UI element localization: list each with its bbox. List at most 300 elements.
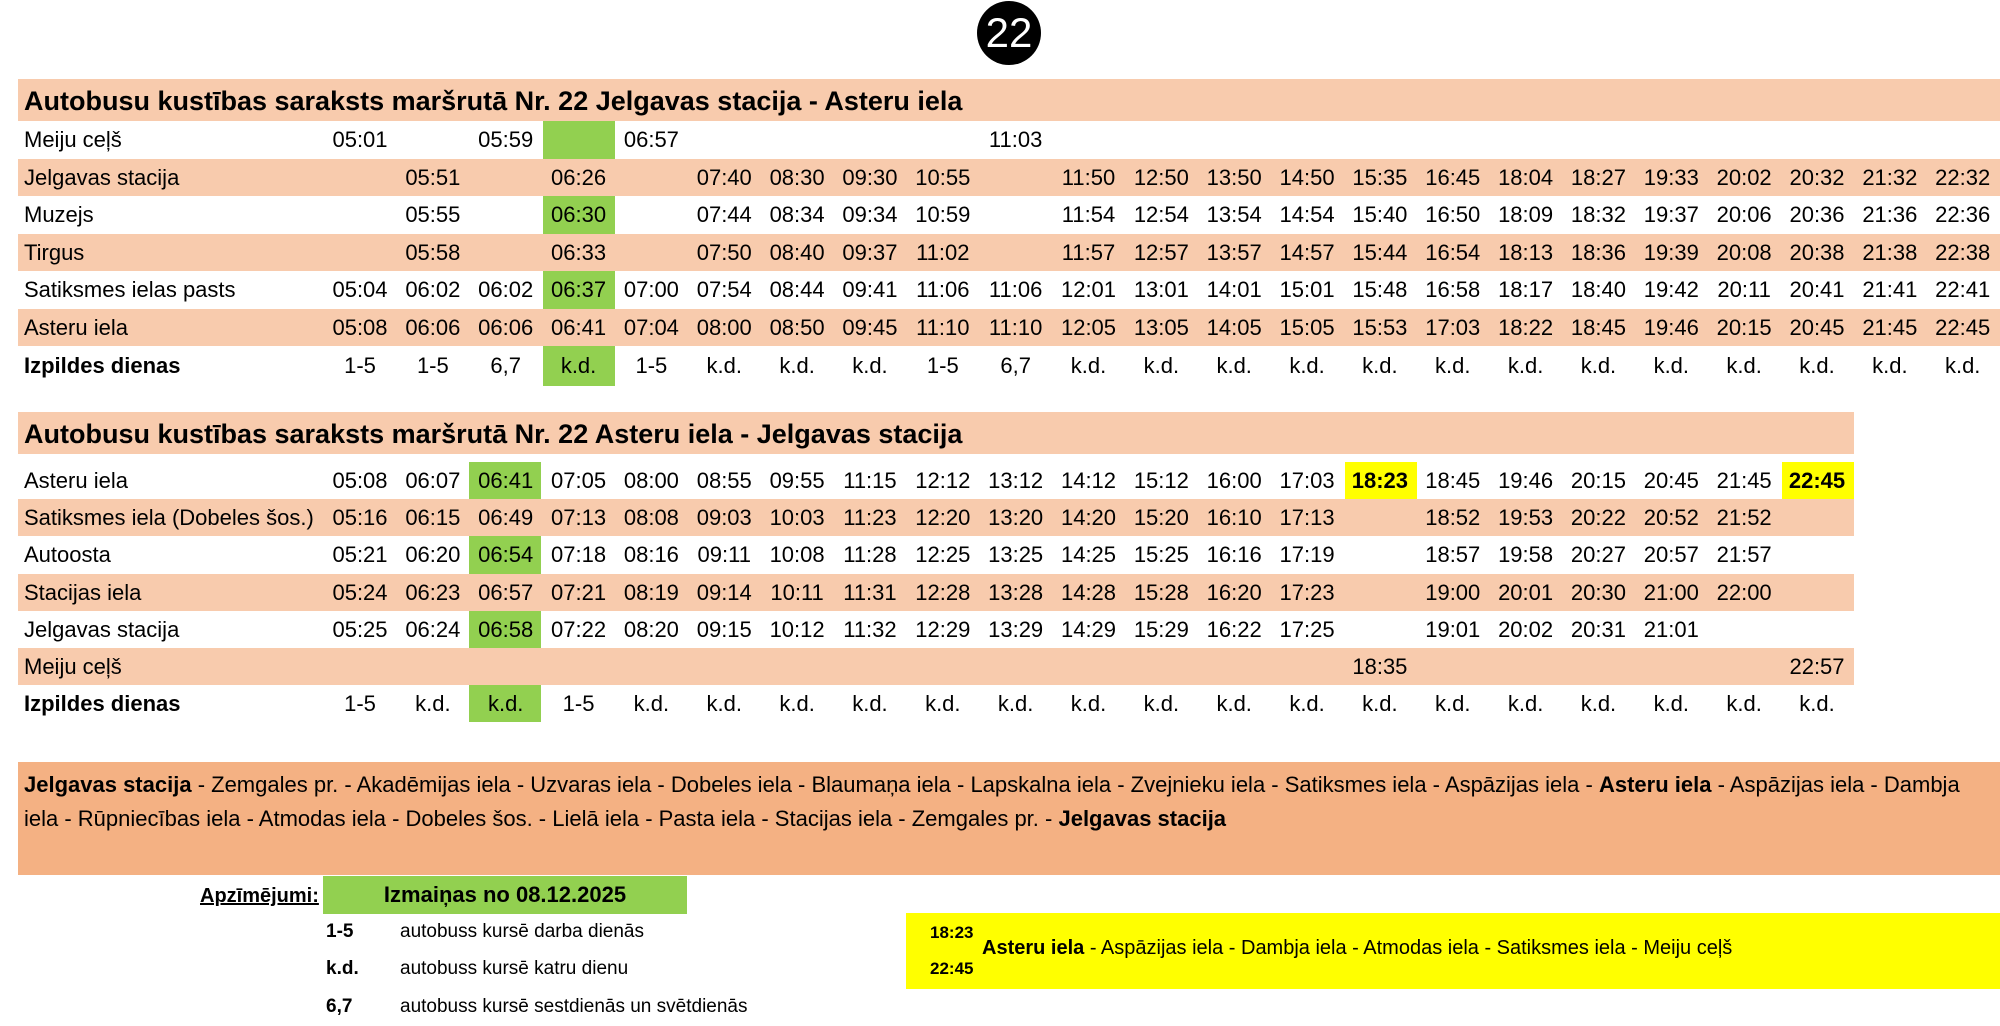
time-cell: 06:41 xyxy=(478,468,534,493)
time-cell: 16:45 xyxy=(1425,164,1481,190)
time-cell: 11:31 xyxy=(843,579,897,605)
time-cell: 20:36 xyxy=(1789,202,1845,228)
time-cell: 06:33 xyxy=(551,239,607,265)
time-cell: 6,7 xyxy=(1000,352,1031,378)
time-cell: 14:05 xyxy=(1206,315,1262,340)
time-cell: 21:45 xyxy=(1862,315,1918,340)
table-row xyxy=(18,499,1854,536)
time-cell: 21:57 xyxy=(1716,542,1772,568)
time-cell: 08:20 xyxy=(623,616,679,642)
time-cell: 18:40 xyxy=(1570,277,1626,303)
time-cell: 07:44 xyxy=(696,202,752,228)
time-cell: 08:08 xyxy=(623,505,679,531)
time-cell: 06:37 xyxy=(551,277,607,303)
time-cell: 05:08 xyxy=(332,468,388,493)
time-cell: 1-5 xyxy=(416,352,449,378)
time-cell: k.d. xyxy=(1289,352,1325,378)
time-cell: 05:01 xyxy=(332,127,388,152)
time-cell: 14:54 xyxy=(1279,202,1335,228)
time-cell: 16:22 xyxy=(1206,616,1262,642)
time-cell: 13:12 xyxy=(988,468,1044,493)
time-cell: k.d. xyxy=(925,691,961,717)
time-cell: 20:57 xyxy=(1643,542,1699,568)
time-cell: k.d. xyxy=(779,352,815,378)
time-cell: 11:57 xyxy=(1061,239,1116,265)
time-cell: 14:28 xyxy=(1060,579,1117,605)
time-cell: k.d. xyxy=(1507,691,1544,717)
time-cell: 18:45 xyxy=(1570,315,1626,340)
time-cell: 21:38 xyxy=(1862,239,1918,265)
time-cell: k.d. xyxy=(1362,691,1398,717)
stop-label: Autoosta xyxy=(24,542,111,568)
time-cell: 20:30 xyxy=(1570,579,1626,605)
time-cell: 05:04 xyxy=(332,277,388,303)
time-cell: 12:50 xyxy=(1133,164,1189,190)
time-cell: 11:32 xyxy=(843,616,897,642)
time-cell: 17:25 xyxy=(1279,616,1335,642)
time-cell: 08:16 xyxy=(623,542,679,568)
time-cell: 09:14 xyxy=(696,579,752,605)
time-cell: 18:17 xyxy=(1498,277,1554,303)
table-row xyxy=(18,462,1854,499)
time-cell: 14:12 xyxy=(1060,468,1117,493)
time-cell: 19:58 xyxy=(1498,542,1554,568)
time-cell: k.d. xyxy=(1726,691,1762,717)
time-cell: k.d. xyxy=(633,691,670,717)
time-cell: 20:08 xyxy=(1716,239,1772,265)
time-cell: 21:32 xyxy=(1862,164,1918,190)
time-cell: 20:11 xyxy=(1717,277,1771,303)
time-cell: 1-5 xyxy=(344,691,376,717)
time-cell: 06:06 xyxy=(405,315,461,340)
time-cell: 15:53 xyxy=(1352,315,1408,340)
time-cell: 18:13 xyxy=(1498,239,1554,265)
time-cell: 06:58 xyxy=(478,616,534,642)
time-cell: 13:50 xyxy=(1206,164,1262,190)
stop-label: Izpildes dienas xyxy=(24,691,181,717)
time-cell: k.d. xyxy=(560,352,597,378)
time-cell: 11:06 xyxy=(988,277,1043,303)
time-cell: 15:20 xyxy=(1133,505,1189,531)
time-cell: 07:40 xyxy=(696,164,752,190)
time-cell: 09:45 xyxy=(842,315,898,340)
time-cell: 10:12 xyxy=(769,616,825,642)
time-cell: 11:03 xyxy=(988,127,1043,152)
time-cell: k.d. xyxy=(1070,352,1107,378)
legend-text: autobuss kursē darba dienās xyxy=(400,921,644,942)
table2-title: Autobusu kustības saraksts maršrutā Nr. 22 Asteru iela - Jelgavas stacija xyxy=(18,412,1854,454)
time-cell: 09:37 xyxy=(842,239,898,265)
time-cell: 19:46 xyxy=(1498,468,1554,493)
time-cell: 15:28 xyxy=(1133,579,1189,605)
time-cell: 10:11 xyxy=(770,579,824,605)
time-cell: k.d. xyxy=(1653,352,1690,378)
time-cell: 13:25 xyxy=(988,542,1044,568)
stop-label: Izpildes dienas xyxy=(24,352,181,378)
time-cell: 20:45 xyxy=(1789,315,1845,340)
table-row xyxy=(18,574,1854,611)
time-cell: 08:40 xyxy=(769,239,825,265)
time-cell: 18:45 xyxy=(1425,468,1481,493)
route-part: Asteru iela xyxy=(1598,772,1712,797)
time-cell: 14:25 xyxy=(1060,542,1117,568)
time-cell: 06:57 xyxy=(478,579,534,605)
time-cell: 15:05 xyxy=(1279,315,1335,340)
time-cell: 06:30 xyxy=(551,202,607,228)
time-cell: 06:15 xyxy=(405,505,461,531)
time-cell: k.d. xyxy=(1143,352,1180,378)
route-part: - Zemgales pr. - Akadēmijas iela - Uzvaras iela - Dobeles iela - Blaumaņa iela - Lapskalna iela - Zvejnieku iela - Satiksmes iela - Aspāzijas iela - xyxy=(191,772,1599,797)
time-cell: 06:41 xyxy=(551,315,607,340)
time-cell: k.d. xyxy=(1944,352,1981,378)
time-cell: 1-5 xyxy=(344,352,376,378)
time-cell: 09:41 xyxy=(842,277,898,303)
time-cell: 18:09 xyxy=(1498,202,1554,228)
time-cell: k.d. xyxy=(1143,691,1180,717)
route-description xyxy=(18,762,2000,875)
time-cell: 07:50 xyxy=(696,239,752,265)
time-cell: 15:44 xyxy=(1352,239,1408,265)
time-cell: 10:08 xyxy=(769,542,825,568)
time-cell: k.d. xyxy=(1653,691,1690,717)
time-cell: 20:02 xyxy=(1716,164,1772,190)
time-cell: 07:21 xyxy=(551,579,607,605)
special-route-box xyxy=(906,913,2000,989)
time-cell: k.d. xyxy=(852,352,888,378)
time-cell: 13:01 xyxy=(1133,277,1189,303)
table-row xyxy=(18,309,2000,346)
time-cell: k.d. xyxy=(1216,352,1252,378)
time-cell: 07:18 xyxy=(551,542,607,568)
time-cell: 11:06 xyxy=(916,277,970,303)
route-number-badge: 22 xyxy=(977,1,1041,65)
time-cell: 20:32 xyxy=(1789,164,1845,190)
time-cell: 08:44 xyxy=(769,277,825,303)
time-cell: 12:12 xyxy=(915,468,971,493)
time-cell: 09:11 xyxy=(697,542,751,568)
table-row xyxy=(18,536,1854,573)
time-cell: 06:26 xyxy=(551,164,607,190)
time-cell: 22:45 xyxy=(1935,315,1991,340)
time-cell: 06:02 xyxy=(405,277,461,303)
time-cell: k.d. xyxy=(1216,691,1252,717)
time-cell: 09:30 xyxy=(842,164,898,190)
time-cell: 10:03 xyxy=(769,505,825,531)
table-row xyxy=(18,196,2000,233)
time-cell: 20:01 xyxy=(1498,579,1554,605)
time-cell: k.d. xyxy=(415,691,451,717)
table1-title: Autobusu kustības saraksts maršrutā Nr. 22 Jelgavas stacija - Asteru iela xyxy=(18,79,2000,121)
time-cell: 08:55 xyxy=(696,468,752,493)
time-cell: 19:37 xyxy=(1643,202,1699,228)
time-cell: 05:24 xyxy=(332,579,388,605)
time-cell: 16:58 xyxy=(1425,277,1481,303)
time-cell: 11:54 xyxy=(1061,202,1116,228)
time-cell: 05:58 xyxy=(405,239,461,265)
legend-code: k.d. xyxy=(326,958,359,979)
time-cell: k.d. xyxy=(1070,691,1107,717)
time-cell: 14:29 xyxy=(1060,616,1117,642)
time-cell: 20:15 xyxy=(1570,468,1626,493)
time-cell: 06:07 xyxy=(405,468,461,493)
time-cell: 13:05 xyxy=(1133,315,1189,340)
special-time-2: 22:45 xyxy=(930,959,974,978)
time-cell: k.d. xyxy=(1362,352,1398,378)
time-cell: 20:45 xyxy=(1643,468,1699,493)
time-cell: 18:22 xyxy=(1498,315,1554,340)
time-cell: 11:23 xyxy=(843,505,897,531)
route-part: Jelgavas stacija xyxy=(1058,806,1227,831)
time-cell: 13:29 xyxy=(988,616,1044,642)
time-cell: 19:46 xyxy=(1643,315,1699,340)
stop-label: Jelgavas stacija xyxy=(24,164,180,190)
time-cell: k.d. xyxy=(1289,691,1325,717)
time-cell: k.d. xyxy=(1580,691,1617,717)
time-cell: 16:16 xyxy=(1206,542,1262,568)
time-cell: 21:41 xyxy=(1862,277,1918,303)
time-cell: k.d. xyxy=(779,691,815,717)
time-cell: 20:02 xyxy=(1498,616,1554,642)
time-cell: k.d. xyxy=(706,691,742,717)
time-cell: 22:57 xyxy=(1789,654,1845,679)
time-cell: 20:15 xyxy=(1716,315,1772,340)
special-route-rest: - Aspāzijas iela - Dambja iela - Atmodas iela - Satiksmes iela - Meiju ceļš xyxy=(1084,937,1733,959)
time-cell: 06:54 xyxy=(478,542,534,568)
time-cell: 14:20 xyxy=(1060,505,1117,531)
time-cell: 19:01 xyxy=(1425,616,1481,642)
time-cell: 10:59 xyxy=(915,202,971,228)
time-cell: k.d. xyxy=(997,691,1034,717)
stop-label: Satiksmes iela (Dobeles šos.) xyxy=(24,505,314,531)
time-cell: 07:04 xyxy=(623,315,679,340)
stop-label: Tirgus xyxy=(24,239,85,265)
time-cell: 13:28 xyxy=(988,579,1044,605)
time-cell: 08:30 xyxy=(769,164,825,190)
route-part: - Aspāzijas iela - Dambja iela - Rūpniecības iela - Atmodas iela - Dobeles šos. - Lielā iela - Pasta iela - Stacijas iela - Zemgales pr. - xyxy=(24,772,1960,831)
time-cell: 20:27 xyxy=(1570,542,1626,568)
time-cell: 1-5 xyxy=(635,352,668,378)
time-cell: k.d. xyxy=(706,352,742,378)
time-cell: 12:28 xyxy=(915,579,971,605)
stop-label: Muzejs xyxy=(24,202,94,228)
table-row xyxy=(18,648,1854,685)
time-cell: k.d. xyxy=(1726,352,1762,378)
special-route-text xyxy=(982,937,1732,960)
time-cell: 22:41 xyxy=(1935,277,1991,303)
time-cell: 05:51 xyxy=(405,164,461,190)
time-cell: 12:29 xyxy=(915,616,971,642)
time-cell: 21:52 xyxy=(1716,505,1772,531)
time-cell: 06:06 xyxy=(478,315,534,340)
time-cell: 15:29 xyxy=(1133,616,1189,642)
legend-title: Apzīmējumi: xyxy=(200,885,319,907)
time-cell: 07:00 xyxy=(623,277,679,303)
time-cell: 05:21 xyxy=(332,542,388,568)
time-cell: 05:08 xyxy=(332,315,388,340)
stop-label: Meiju ceļš xyxy=(24,127,122,152)
time-cell: 21:45 xyxy=(1716,468,1772,493)
time-cell: 08:50 xyxy=(769,315,825,340)
time-cell: 18:32 xyxy=(1570,202,1626,228)
time-cell: 17:13 xyxy=(1279,505,1335,531)
time-cell: 12:54 xyxy=(1133,202,1189,228)
time-cell: 15:48 xyxy=(1352,277,1408,303)
time-cell: 05:59 xyxy=(478,127,534,152)
time-cell: 09:55 xyxy=(769,468,825,493)
time-cell: 12:01 xyxy=(1060,277,1117,303)
time-cell: 17:03 xyxy=(1425,315,1481,340)
time-cell: 1-5 xyxy=(562,691,595,717)
time-cell: 17:03 xyxy=(1279,468,1335,493)
legend-code: 1-5 xyxy=(326,921,354,942)
time-cell: 07:54 xyxy=(696,277,752,303)
time-cell: 12:25 xyxy=(915,542,971,568)
time-cell: 13:54 xyxy=(1206,202,1262,228)
time-cell: 15:12 xyxy=(1133,468,1189,493)
time-cell: 19:33 xyxy=(1643,164,1699,190)
table-row xyxy=(18,611,1854,648)
time-cell: 22:45 xyxy=(1788,468,1846,493)
time-cell: 22:38 xyxy=(1935,239,1991,265)
time-cell: 12:05 xyxy=(1060,315,1117,340)
time-cell: 18:27 xyxy=(1570,164,1626,190)
time-cell: 06:20 xyxy=(405,542,461,568)
time-cell: 11:10 xyxy=(988,315,1043,340)
time-cell: 09:34 xyxy=(842,202,898,228)
time-cell: 20:52 xyxy=(1643,505,1699,531)
special-start-stop: Asteru iela xyxy=(982,937,1085,959)
time-cell: 08:34 xyxy=(769,202,825,228)
time-cell: 16:00 xyxy=(1206,468,1262,493)
time-cell: 19:42 xyxy=(1643,277,1699,303)
time-cell: 16:50 xyxy=(1425,202,1481,228)
time-cell: 06:24 xyxy=(405,616,461,642)
time-cell: k.d. xyxy=(1507,352,1544,378)
time-cell: 10:55 xyxy=(915,164,971,190)
stop-label: Jelgavas stacija xyxy=(24,616,180,642)
time-cell: 20:06 xyxy=(1716,202,1772,228)
time-cell: 07:05 xyxy=(551,468,607,493)
time-cell: 05:55 xyxy=(405,202,461,228)
time-cell: k.d. xyxy=(1435,352,1471,378)
time-cell: 18:04 xyxy=(1498,164,1554,190)
time-cell: 19:00 xyxy=(1425,579,1481,605)
time-cell: 20:22 xyxy=(1570,505,1626,531)
stop-label: Asteru iela xyxy=(24,468,128,493)
time-cell: 20:38 xyxy=(1789,239,1845,265)
time-cell: 12:57 xyxy=(1133,239,1189,265)
time-cell: 1-5 xyxy=(926,352,959,378)
special-time-1: 18:23 xyxy=(930,923,974,942)
time-cell: 15:01 xyxy=(1279,277,1335,303)
table-row xyxy=(18,159,2000,196)
time-cell: 05:16 xyxy=(332,505,388,531)
time-cell: 22:00 xyxy=(1716,579,1772,605)
time-cell: k.d. xyxy=(1580,352,1617,378)
time-cell: 13:57 xyxy=(1206,239,1262,265)
time-cell: 18:23 xyxy=(1351,468,1409,493)
stop-label: Satiksmes ielas pasts xyxy=(24,277,236,303)
time-cell: 22:36 xyxy=(1935,202,1991,228)
time-cell: 14:50 xyxy=(1279,164,1335,190)
stop-label: Meiju ceļš xyxy=(24,654,122,679)
time-cell: 14:01 xyxy=(1206,277,1262,303)
time-cell: 06:23 xyxy=(405,579,461,605)
time-cell: 16:54 xyxy=(1425,239,1481,265)
time-cell: 20:31 xyxy=(1570,616,1626,642)
time-cell: 11:02 xyxy=(916,239,970,265)
time-cell: 14:57 xyxy=(1279,239,1335,265)
time-cell: 21:00 xyxy=(1643,579,1699,605)
time-cell: 11:28 xyxy=(843,542,897,568)
time-cell: k.d. xyxy=(487,691,524,717)
time-cell: 08:00 xyxy=(696,315,752,340)
time-cell: 19:53 xyxy=(1498,505,1554,531)
time-cell: 17:19 xyxy=(1279,542,1335,568)
time-cell: 21:01 xyxy=(1643,616,1699,642)
time-cell: 06:02 xyxy=(478,277,534,303)
table-row xyxy=(18,347,2000,384)
time-cell: 16:20 xyxy=(1206,579,1262,605)
time-cell: 15:35 xyxy=(1352,164,1408,190)
time-cell: 05:25 xyxy=(332,616,388,642)
time-cell: 07:22 xyxy=(551,616,607,642)
time-cell: k.d. xyxy=(852,691,888,717)
time-cell: 16:10 xyxy=(1206,505,1262,531)
time-cell: 11:10 xyxy=(916,315,970,340)
time-cell: 18:36 xyxy=(1570,239,1626,265)
time-cell: 18:57 xyxy=(1425,542,1481,568)
time-cell: 11:50 xyxy=(1061,164,1116,190)
time-cell: 18:52 xyxy=(1425,505,1481,531)
legend-text: autobuss kursē sestdienās un svētdienās xyxy=(400,996,748,1017)
change-note: Izmaiņas no 08.12.2025 xyxy=(323,876,687,914)
time-cell: 21:36 xyxy=(1862,202,1918,228)
time-cell: 07:13 xyxy=(551,505,607,531)
table-row xyxy=(18,234,2000,271)
stop-label: Stacijas iela xyxy=(24,579,142,605)
time-cell: 22:32 xyxy=(1935,164,1991,190)
table-row xyxy=(18,685,1854,722)
time-cell: 6,7 xyxy=(490,352,521,378)
time-cell: 09:15 xyxy=(696,616,752,642)
time-cell: 08:19 xyxy=(623,579,679,605)
route-part: Jelgavas stacija xyxy=(24,772,192,797)
time-cell: 06:49 xyxy=(478,505,534,531)
time-cell: 12:20 xyxy=(915,505,971,531)
time-cell: 17:23 xyxy=(1279,579,1335,605)
time-cell: 08:00 xyxy=(623,468,679,493)
table-row xyxy=(18,271,2000,308)
time-cell: 13:20 xyxy=(988,505,1044,531)
time-cell: k.d. xyxy=(1799,352,1835,378)
time-cell: 18:35 xyxy=(1352,654,1408,679)
time-cell: 15:25 xyxy=(1133,542,1189,568)
legend-text: autobuss kursē katru dienu xyxy=(400,958,629,979)
time-cell: k.d. xyxy=(1872,352,1908,378)
time-cell: 11:15 xyxy=(843,468,897,493)
time-cell: 19:39 xyxy=(1643,239,1699,265)
time-cell: k.d. xyxy=(1435,691,1471,717)
time-cell: 20:41 xyxy=(1789,277,1845,303)
time-cell: k.d. xyxy=(1799,691,1835,717)
time-cell: 06:57 xyxy=(623,127,679,152)
table-row xyxy=(18,121,2000,158)
stop-label: Asteru iela xyxy=(24,315,128,340)
time-cell: 15:40 xyxy=(1352,202,1408,228)
time-cell: 09:03 xyxy=(696,505,752,531)
legend-code: 6,7 xyxy=(326,996,353,1017)
